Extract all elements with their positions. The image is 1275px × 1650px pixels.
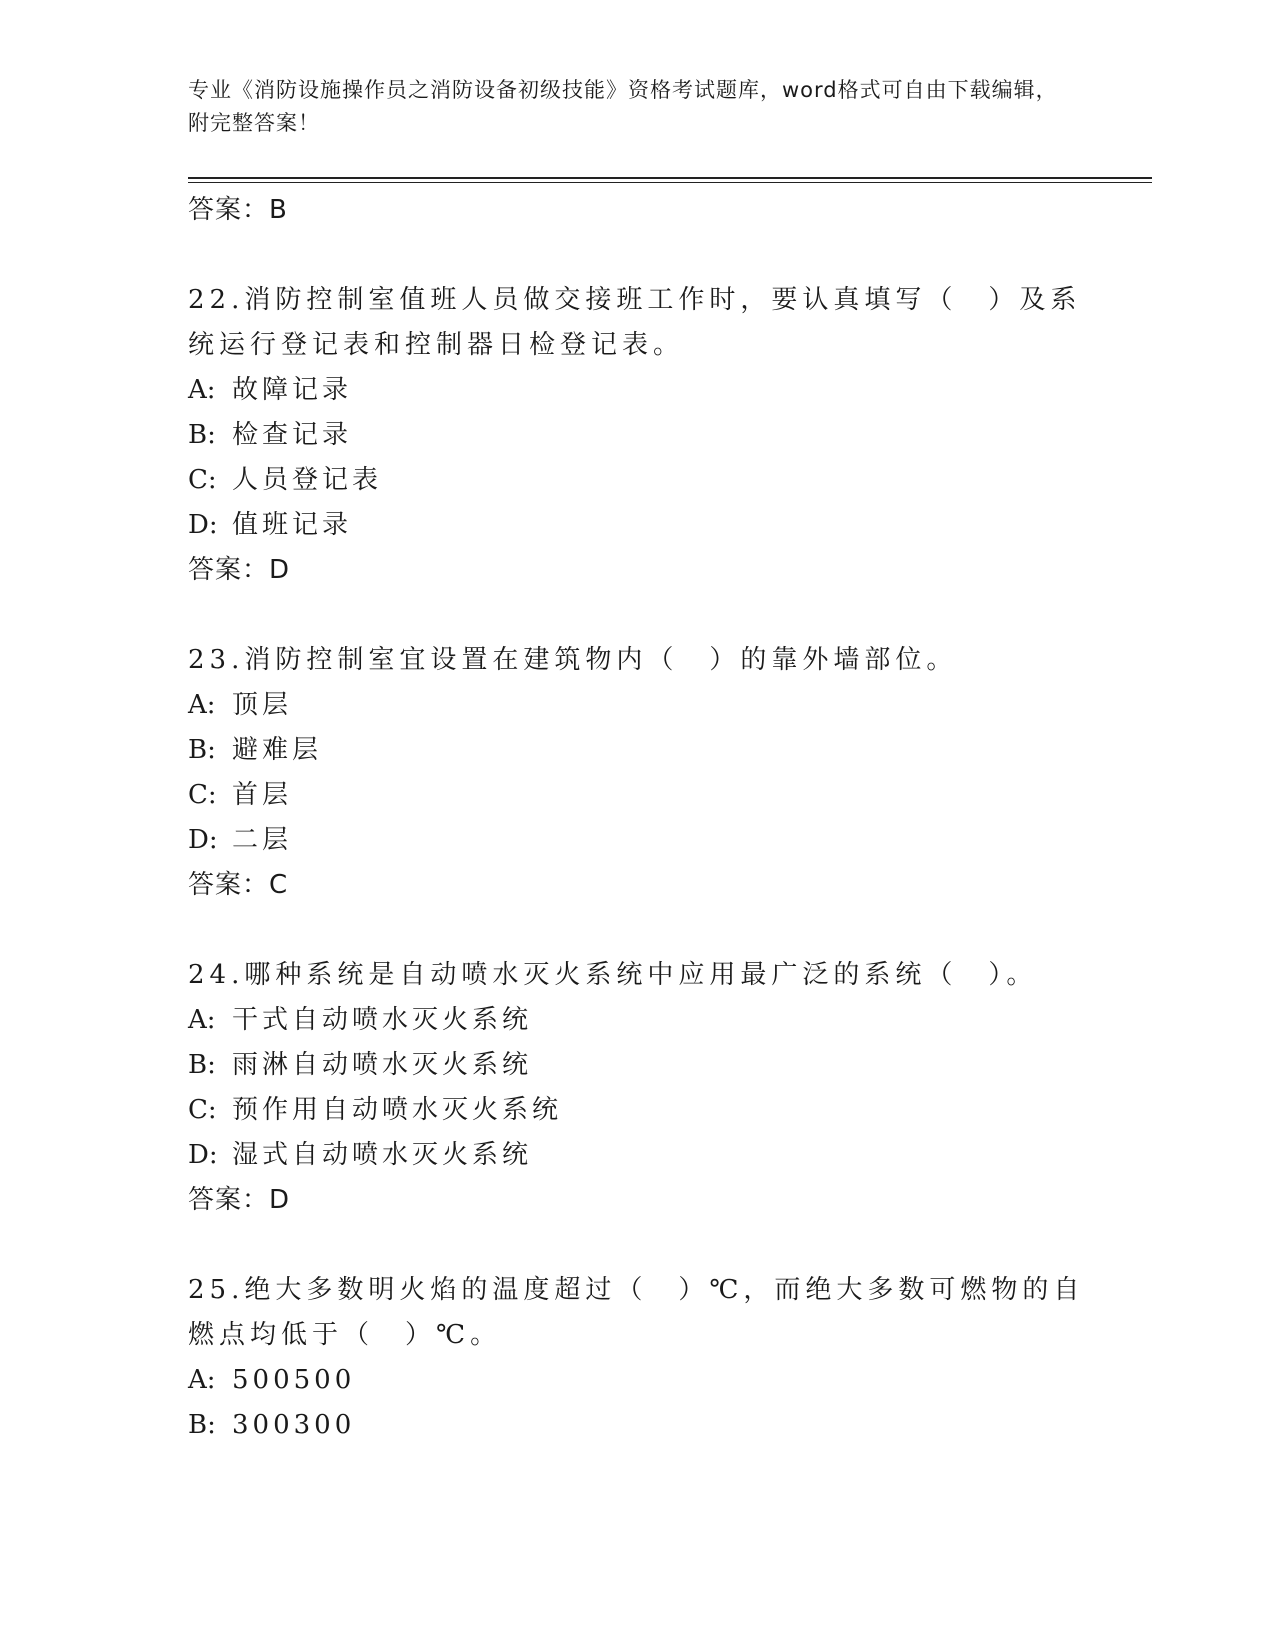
- option-text: 雨淋自动喷水灭火系统: [232, 1050, 533, 1080]
- option-text: 二层: [232, 825, 293, 855]
- header-rule-thick: [188, 177, 1152, 179]
- question-text: 24.哪种系统是自动喷水灭火系统中应用最广泛的系统（ ）。: [188, 960, 1038, 990]
- option-d: [188, 818, 1108, 863]
- question-block: [188, 638, 1108, 907]
- question-block: [188, 1268, 1108, 1448]
- option-d: [188, 503, 1108, 548]
- option-letter: D:: [188, 825, 218, 855]
- option-a: [188, 1358, 1108, 1403]
- option-letter: A:: [188, 690, 216, 720]
- option-letter: B:: [188, 735, 216, 765]
- option-c: [188, 773, 1108, 818]
- option-a: [188, 998, 1108, 1043]
- option-text: 检查记录: [232, 420, 353, 450]
- option-letter: D:: [188, 510, 218, 540]
- option-letter: C:: [188, 1095, 217, 1125]
- option-a: [188, 683, 1108, 728]
- answer-line: 答案：D: [188, 555, 291, 585]
- question-block: [188, 953, 1108, 1222]
- answer-line: 答案：D: [188, 1185, 291, 1215]
- option-letter: B:: [188, 1050, 216, 1080]
- option-letter: B:: [188, 420, 216, 450]
- option-letter: A:: [188, 375, 216, 405]
- option-b: [188, 1403, 1108, 1448]
- answer-line: 答案：B: [188, 195, 288, 225]
- option-b: [188, 413, 1108, 458]
- option-b: [188, 1043, 1108, 1088]
- option-text: 预作用自动喷水灭火系统: [232, 1095, 563, 1125]
- option-d: [188, 1133, 1108, 1178]
- document-header: 专业《消防设施操作员之消防设备初级技能》资格考试题库，word格式可自由下载编辑，附完整答案！: [188, 78, 1058, 135]
- option-c: [188, 1088, 1108, 1133]
- option-text: 值班记录: [232, 510, 353, 540]
- option-b: [188, 728, 1108, 773]
- option-letter: C:: [188, 465, 217, 495]
- option-text: 500500: [232, 1365, 356, 1395]
- option-letter: D:: [188, 1140, 218, 1170]
- option-text: 故障记录: [232, 375, 353, 405]
- option-letter: C:: [188, 780, 217, 810]
- question-list: [188, 188, 1108, 1448]
- question-block: [188, 278, 1108, 592]
- option-c: [188, 458, 1108, 503]
- question-text: 22.消防控制室值班人员做交接班工作时，要认真填写（ ）及系统运行登记表和控制器日检登记表。: [188, 285, 1082, 360]
- option-letter: A:: [188, 1365, 216, 1395]
- question-text: 23.消防控制室宜设置在建筑物内（ ）的靠外墙部位。: [188, 645, 958, 675]
- option-letter: B:: [188, 1410, 216, 1440]
- option-text: 干式自动喷水灭火系统: [232, 1005, 533, 1035]
- option-text: 避难层: [232, 735, 323, 765]
- option-text: 顶层: [232, 690, 293, 720]
- question-text: 25.绝大多数明火焰的温度超过（ ）℃，而绝大多数可燃物的自燃点均低于（ ）℃。: [188, 1275, 1085, 1350]
- option-text: 300300: [232, 1410, 356, 1440]
- option-letter: A:: [188, 1005, 216, 1035]
- header-rule-thin: [188, 182, 1152, 183]
- option-text: 人员登记表: [232, 465, 383, 495]
- answer-line: 答案：C: [188, 870, 289, 900]
- option-a: [188, 368, 1108, 413]
- option-text: 首层: [232, 780, 293, 810]
- option-text: 湿式自动喷水灭火系统: [232, 1140, 533, 1170]
